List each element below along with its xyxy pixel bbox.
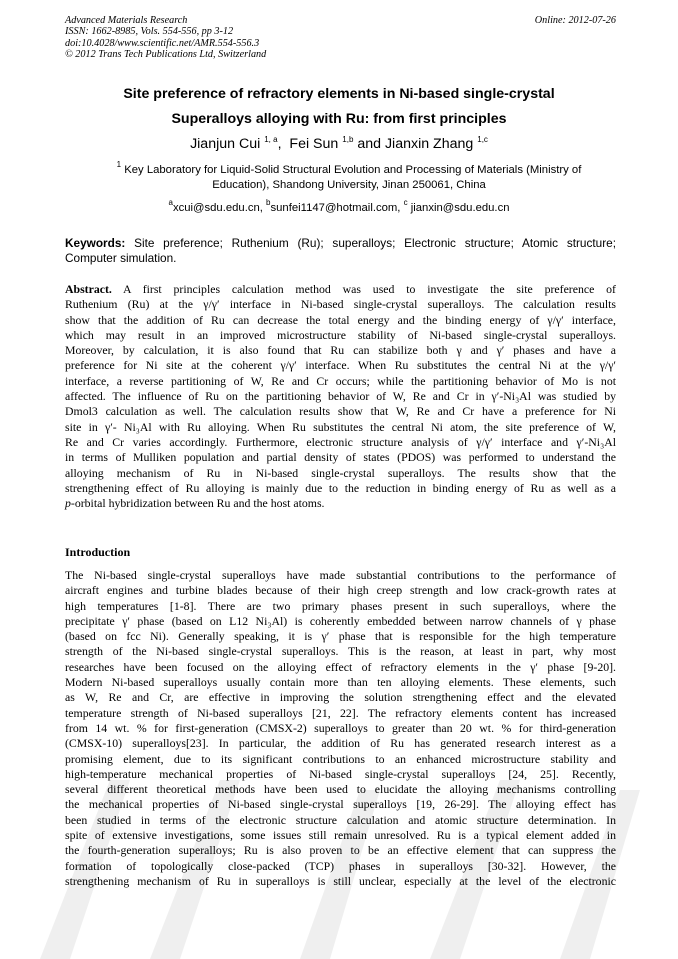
abstract-line: which may result in an improved microstructure stability of Ni-based single-crystal superalloys. — [65, 327, 616, 342]
email-sup: a — [168, 198, 173, 207]
keywords-text: Computer simulation. — [65, 251, 177, 266]
keywords-label: Keywords: — [65, 236, 126, 250]
abstract-line: alloying mechanism of Ru in Ni-based single-crystal superalloys. The results show that the — [65, 465, 616, 480]
intro-line: spite of extensive investigations, some issues still remain unresolved. Ru is a typical element added in — [65, 828, 616, 843]
abstract-line: strengthening effect of Ru alloying is mainly due to the reduction in binding energy of Ru as well as a — [65, 480, 616, 495]
abstract-line: interface, a reverse partitioning of W, Re and Cr occurs; while the partitioning behavior of Mo is not — [65, 373, 616, 388]
intro-line: precipitate γ′ phase (based on L12 Ni₃Al) is coherently embedded between narrow channels of γ phase — [65, 613, 616, 628]
author-affil-sup: 1,b — [342, 135, 354, 144]
intro-line: (CMSX-10) superalloys[23]. In particular, the addition of Ru has generated research interest as a — [65, 736, 616, 751]
intro-line: high-temperature mechanical properties of Ni-based single-crystal superalloys [24, 25]. Recently, — [65, 766, 616, 781]
author-affil-sup: 1,c — [477, 135, 488, 144]
keywords-text: Site preference; Ruthenium (Ru); superalloys; Electronic structure; Atomic structure; — [125, 236, 616, 250]
online-date: Online: 2012-07-26 — [534, 15, 616, 26]
author-name: Fei Sun — [289, 136, 339, 152]
intro-line: the fourth-generation superalloys; Ru is also proven to be an effective element that can suppress the — [65, 843, 616, 858]
email-link[interactable]: sunfei1147@hotmail.com, — [270, 202, 404, 214]
abstract-line: -orbital hybridization between Ru and the host atoms. — [70, 496, 325, 511]
intro-line: aircraft engines and turbine blades because of their high creep strength and low crack-growth rates at — [65, 583, 616, 598]
abstract-line: preference for Ni site at the coherent γ/γ′ interface. When Ru substitutes the central Ni at the γ/γ′ — [65, 358, 616, 373]
abstract-line: site in γ′- Ni₃Al with Ru alloying. When Ru substitutes the central Ni atom, the site preference of W, — [65, 419, 616, 434]
abstract-line: show that the addition of Ru can decrease the total energy and the binding energy of γ/γ′ interface, — [65, 312, 616, 327]
author-name: Jianxin Zhang — [384, 136, 474, 152]
intro-line: strength of the Ni-based single-crystal superalloys. This is the reason, at least in part, why most — [65, 644, 616, 659]
author-separator: and — [353, 136, 385, 152]
intro-line: been studied in terms of the electronic structure calculation and atomic structure determination. In — [65, 812, 616, 827]
intro-line: as W, Re and Cr, are effective in improving the solution strengthening effect and the elevated — [65, 690, 616, 705]
intro-line: strengthening mechanism of Ru in superalloys is still unclear, especially at the level of the electronic — [65, 873, 616, 888]
section-heading-introduction: Introduction — [65, 545, 131, 559]
intro-line: The Ni-based single-crystal superalloys have made substantial contributions to the performance of — [65, 568, 616, 582]
issn-line: ISSN: 1662-8985, Vols. 554-556, pp 3-12 — [65, 26, 234, 38]
author-emails — [0, 198, 678, 214]
affiliation — [80, 160, 618, 193]
author-affil-sup: 1, a — [264, 135, 278, 144]
email-link[interactable]: jianxin@sdu.edu.cn — [407, 202, 510, 214]
intro-line: the mechanical properties of Ni-based single-crystal superalloys [19, 26-29]. The alloying effect has — [65, 797, 616, 812]
copyright-line: © 2012 Trans Tech Publications Ltd, Switzerland — [65, 49, 267, 61]
abstract-line: A first principles calculation method was used to investigate the site preference of — [111, 282, 616, 296]
introduction-body — [65, 568, 616, 889]
intro-line: several different theoretical methods have been used to elucidate the alloying mechanisms controlling — [65, 782, 616, 797]
abstract-line: Re and Cr varies accordingly. Furthermore, electronic structure analysis of γ/γ′ interface and γ′-Ni₃Al — [65, 434, 616, 449]
intro-line: formation of topologically close-packed (TCP) phases in superalloys [30-32]. However, the — [65, 858, 616, 873]
author-name: Jianjun Cui — [190, 136, 261, 152]
abstract-label: Abstract. — [65, 282, 112, 296]
email-sup: c — [403, 198, 408, 207]
author-separator: , — [277, 136, 286, 152]
abstract — [65, 282, 616, 511]
journal-header — [65, 15, 616, 61]
intro-line: researches have been focused on the alloying effect of refractory elements in the γ′ phase [9-20]. — [65, 659, 616, 674]
author-list — [0, 136, 678, 152]
keywords — [65, 236, 616, 267]
abstract-line: Ruthenium (Ru) at the γ/γ′ interface in Ni-based single-crystal superalloys. The calculation results — [65, 297, 616, 312]
title-line-2: Superalloys alloying with Ru: from first principles — [171, 111, 507, 127]
email-sup: b — [266, 198, 271, 207]
intro-line: promising element, due to its significant contributions to an enhanced microstructure stability and — [65, 751, 616, 766]
affil-line-2: Education), Shandong University, Jinan 250061, China — [212, 179, 486, 191]
journal-name: Advanced Materials Research — [65, 15, 188, 26]
doi-line: doi:10.4028/www.scientific.net/AMR.554-556.3 — [65, 37, 260, 49]
intro-line: Modern Ni-based superalloys usually contain more than ten alloying elements. These elements, such — [65, 675, 616, 690]
intro-line: from 14 wt. % for first-generation (CMSX-2) superalloys to greater than 20 wt. % for third-generation — [65, 720, 616, 735]
title-line-1: Site preference of refractory elements in Ni-based single-crystal — [123, 86, 555, 102]
abstract-line: Moreover, by calculation, it is also found that Ru can stabilize both γ and γ′ phases and have a — [65, 343, 616, 358]
abstract-line: in terms of Mulliken population and partial density of states (PDOS) was performed to understand the — [65, 450, 616, 465]
intro-line: temperature strength of Ni-based superalloys [21, 22]. The refractory elements content has increased — [65, 705, 616, 720]
email-link[interactable]: xcui@sdu.edu.cn, — [172, 202, 267, 214]
affil-line-1: Key Laboratory for Liquid-Solid Structural Evolution and Processing of Materials (Ministry of — [121, 164, 582, 176]
abstract-line: Dmol3 calculation as well. The calculation results show that W, Re and Cr have a preference for Ni — [65, 404, 616, 419]
abstract-italic: p — [65, 496, 71, 511]
intro-line: (based on fcc Ni). Generally speaking, it is γ′ phase that is responsible for the high temperature — [65, 629, 616, 644]
intro-line: high temperatures [1-8]. There are two primary phases present in such superalloys, where the — [65, 598, 616, 613]
paper-title — [40, 82, 638, 132]
affil-sup: 1 — [116, 160, 122, 169]
abstract-line: affected. The influence of Ru on the partitioning behavior of W, Re and Cr in γ′-Ni₃Al was studied by — [65, 389, 616, 404]
